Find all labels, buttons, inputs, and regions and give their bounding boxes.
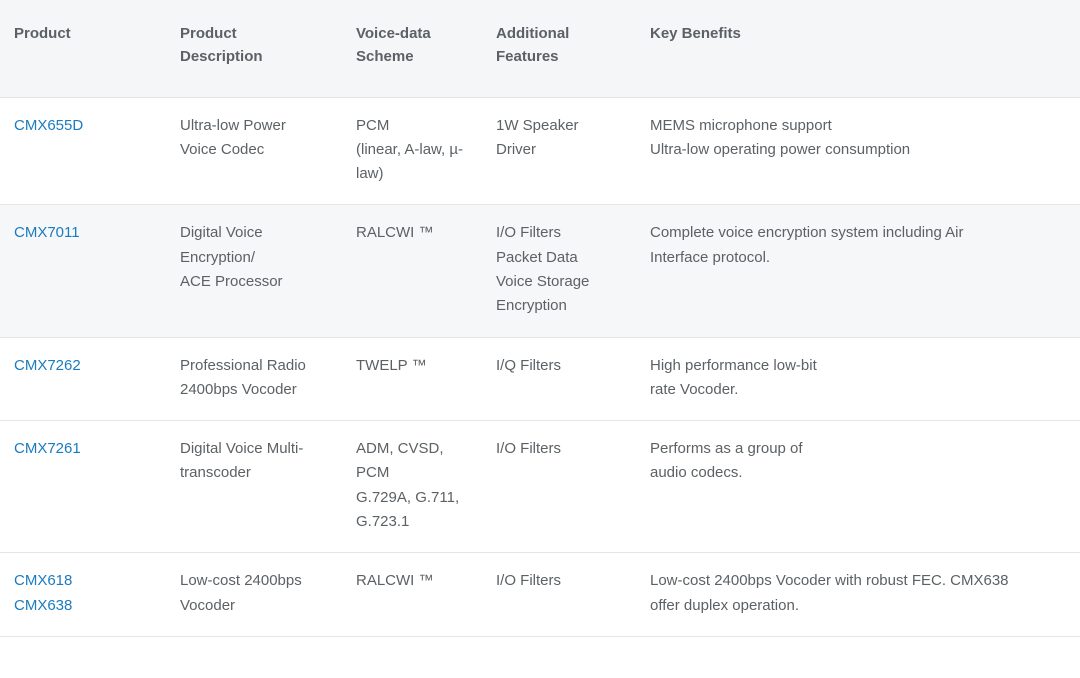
product-link-cmx655d[interactable]: CMX655D: [14, 116, 84, 134]
table-row: [0, 337, 1080, 421]
table-row: [0, 553, 1080, 637]
cell-description: Low-cost 2400bps Vocoder: [166, 553, 342, 637]
column-header-scheme-line1: Voice-data: [356, 25, 431, 42]
column-header-product-description: [166, 0, 342, 97]
cell-scheme: RALCWI ™: [342, 553, 482, 637]
column-header-voice-data-scheme: [342, 0, 482, 97]
product-link-cmx618[interactable]: CMX618: [14, 572, 73, 590]
column-header-scheme-line2: Scheme: [356, 48, 414, 66]
column-header-product: [0, 0, 166, 97]
column-header-description-line1: Product: [180, 25, 237, 42]
column-header-key-benefits: [636, 0, 1080, 97]
cell-scheme: RALCWI ™: [342, 205, 482, 337]
cell-features: I/O Filters Packet Data Voice Storage Encryption: [482, 205, 636, 337]
cell-product: [0, 421, 166, 553]
product-link-cmx7011[interactable]: CMX7011: [14, 224, 80, 242]
cell-features: 1W Speaker Driver: [482, 97, 636, 205]
table-row: [0, 205, 1080, 337]
cell-product: [0, 553, 166, 637]
column-header-features-line1: Additional: [496, 25, 570, 42]
column-header-additional-features: [482, 0, 636, 97]
cell-description: Digital Voice Encryption/ ACE Processor: [166, 205, 342, 337]
product-link-cmx7261[interactable]: CMX7261: [14, 440, 81, 458]
table-body: [0, 97, 1080, 636]
column-header-features-line2: Features: [496, 48, 559, 66]
column-header-product-line1: Product: [14, 25, 71, 42]
cell-benefits: Complete voice encryption system including Air Interface protocol.: [636, 205, 1080, 337]
cell-description: Ultra-low Power Voice Codec: [166, 97, 342, 205]
cell-benefits: High performance low-bit rate Vocoder.: [636, 337, 1080, 421]
cell-scheme: ADM, CVSD, PCM G.729A, G.711, G.723.1: [342, 421, 482, 553]
cell-benefits: MEMS microphone support Ultra-low operating power consumption: [636, 97, 1080, 205]
table-row: [0, 421, 1080, 553]
cell-product: [0, 97, 166, 205]
table-header: [0, 0, 1080, 97]
cell-scheme: PCM (linear, A-law, µ- law): [342, 97, 482, 205]
cell-product: [0, 337, 166, 421]
cell-features: I/O Filters: [482, 553, 636, 637]
cell-description: Digital Voice Multi- transcoder: [166, 421, 342, 553]
cell-description: Professional Radio 2400bps Vocoder: [166, 337, 342, 421]
cell-benefits: Low-cost 2400bps Vocoder with robust FEC. CMX638 offer duplex operation.: [636, 553, 1080, 637]
table-header-row: [0, 0, 1080, 97]
product-link-cmx638[interactable]: CMX638: [14, 596, 73, 614]
cell-features: I/O Filters: [482, 421, 636, 553]
table-row: [0, 97, 1080, 205]
product-link-cmx7262[interactable]: CMX7262: [14, 356, 81, 374]
cell-product: [0, 205, 166, 337]
cell-features: I/Q Filters: [482, 337, 636, 421]
cell-benefits: Performs as a group of audio codecs.: [636, 421, 1080, 553]
column-header-benefits-line1: Key Benefits: [650, 25, 741, 42]
column-header-description-line2: Description: [180, 48, 263, 66]
cell-scheme: TWELP ™: [342, 337, 482, 421]
